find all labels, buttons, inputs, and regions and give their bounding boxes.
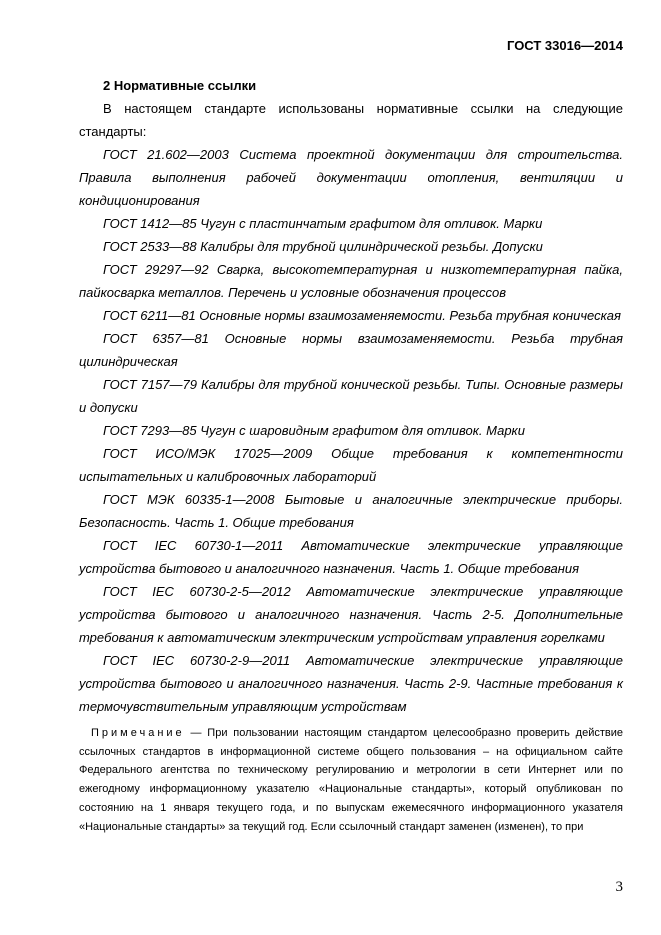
reference-item: ГОСТ 6211—81 Основные нормы взаимозаменяемости. Резьба трубная коническая — [103, 308, 621, 323]
reference-item: ГОСТ ИСО/МЭК 17025—2009 Общие требования к компетентности испытательных и калибровочных лабораторий — [79, 446, 623, 484]
section-intro: В настоящем стандарте использованы нормативные ссылки на следующие стандарты: — [79, 101, 623, 139]
reference-item: ГОСТ 1412—85 Чугун с пластинчатым графитом для отливок. Марки — [103, 216, 543, 231]
section-title: 2 Нормативные ссылки — [103, 78, 257, 93]
reference-item: ГОСТ МЭК 60335-1—2008 Бытовые и аналогичные электрические приборы. Безопасность. Часть 1. Общие требования — [79, 492, 623, 530]
reference-item: ГОСТ 21.602—2003 Система проектной документации для строительства. Правила выполнения рабочей документации отопления, вентиляции и кондиционирования — [79, 147, 623, 208]
note-paragraph — [79, 724, 623, 836]
note-text: — При пользовании настоящим стандартом целесообразно проверить действие ссылочных стандартов в информационной системе общего пользования – на официальном сайте Федерального агентства по техническому регулированию и метрологии в сети Интернет или по ежегодному информационному указателю «Национальные стандарты», который опубликован по состоянию на 1 января текущего года, и по выпускам ежемесячного информационного указателя «Национальные стандарты» за текущий год. Если ссылочный стандарт заменен (изменен), то при — [79, 727, 623, 833]
reference-item: ГОСТ 7157—79 Калибры для трубной конической резьбы. Типы. Основные размеры и допуски — [79, 377, 623, 415]
reference-item: ГОСТ 7293—85 Чугун с шаровидным графитом для отливок. Марки — [103, 423, 525, 438]
reference-list — [79, 143, 623, 718]
document-code: ГОСТ 33016—2014 — [507, 38, 623, 53]
reference-item: ГОСТ IEC 60730-1—2011 Автоматические электрические управляющие устройства бытового и аналогичного назначения. Часть 1. Общие требования — [79, 538, 623, 576]
reference-item: ГОСТ IEC 60730-2-5—2012 Автоматические электрические управляющие устройства бытового и аналогичного назначения. Часть 2-5. Дополнительные требования к автоматическим электрическим устройствам управления горелками — [79, 584, 623, 645]
reference-item: ГОСТ 2533—88 Калибры для трубной цилиндрической резьбы. Допуски — [103, 239, 543, 254]
reference-item: ГОСТ 29297—92 Сварка, высокотемпературная и низкотемпературная пайка, пайкосварка металлов. Перечень и условные обозначения процессов — [79, 262, 623, 300]
reference-item: ГОСТ IEC 60730-2-9—2011 Автоматические электрические управляющие устройства бытового и аналогичного назначения. Часть 2-9. Частные требования к термочувствительным управляющим устройствам — [79, 653, 623, 714]
page-number: 3 — [615, 879, 623, 895]
reference-item: ГОСТ 6357—81 Основные нормы взаимозаменяемости. Резьба трубная цилиндрическая — [79, 331, 623, 369]
page-content — [79, 74, 623, 836]
note-label: Примечание — [91, 727, 185, 739]
